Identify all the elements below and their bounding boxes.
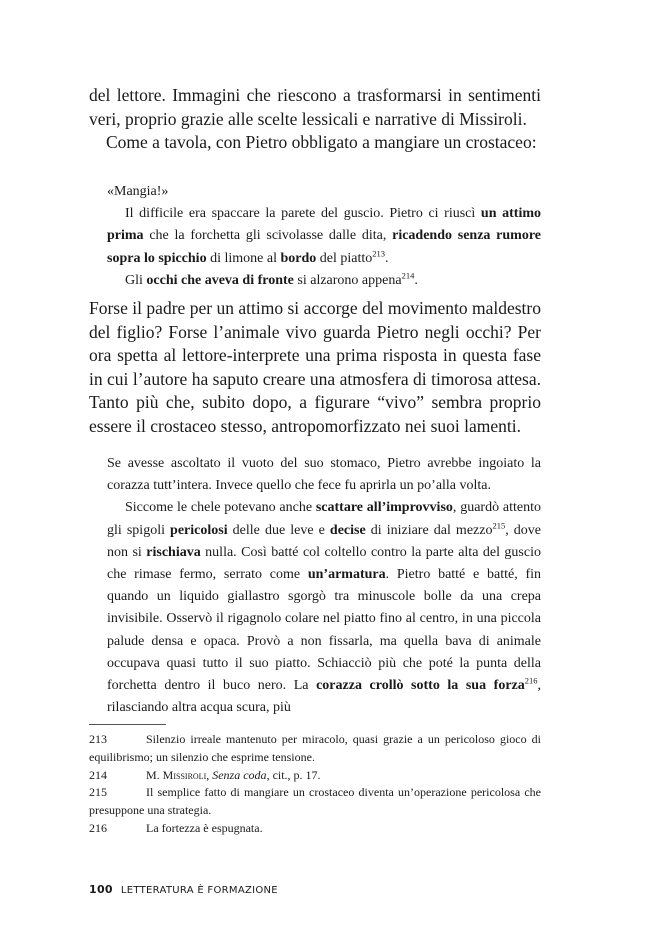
text-run: si alzarono appena	[293, 272, 402, 288]
quote1-line-mangia: «Mangia!»	[107, 184, 169, 199]
footnote-number: 214	[89, 767, 107, 782]
text-run: , guardò attento gli spigoli	[107, 500, 541, 538]
lead-paragraph	[89, 84, 541, 155]
footnote-number: 213	[89, 732, 107, 746]
text-run: .	[385, 250, 389, 266]
text-run: . Pietro batté e batté, fin quando un liquido giallastro sgorgò tra minuscole bolle da una crepa invisibile. Osservò il rigagnolo colare nel piatto fino al centro, in una piccola palude densa e opaca. Provò a non fissarla, ma quella bava di animale occupava quasi tutto il suo piatto. Schiacciò più che poté la punta della forchetta dentro il buco nero. La	[107, 567, 541, 694]
footnote-ref-215[interactable]: 215	[492, 519, 506, 530]
footnote-ref-213[interactable]: 213	[372, 247, 386, 258]
text-run: Siccome le chele potevano anche	[125, 500, 316, 516]
footnote-title: Senza coda	[212, 767, 267, 782]
footnote-separator	[89, 724, 166, 725]
footnote-number: 216	[89, 820, 107, 835]
footnote-ref-216[interactable]: 216	[524, 675, 538, 686]
footnote-213	[89, 731, 541, 767]
text-run: .	[414, 272, 418, 288]
footnote-text: Silenzio irreale mantenuto per miracolo, quasi grazie a un pericoloso gioco di equilibrismo; un silenzio che esprime tensione.	[89, 732, 541, 764]
footnote-number: 215	[89, 785, 107, 800]
footnote-author: M. Missiroli,	[146, 767, 213, 782]
bold-run: scattare all’improvviso	[315, 500, 453, 516]
bold-run: bordo	[280, 250, 317, 266]
text-run: , dove non si	[107, 522, 542, 560]
block-quote-2	[107, 453, 541, 719]
bold-run: un attimo prima	[107, 206, 542, 244]
bold-run: ricadendo senza rumore sopra lo spicchio	[107, 228, 542, 266]
lead-intro-line: Come a tavola, con Pietro obbligato a mangiare un crostaceo:	[106, 132, 537, 152]
quote2-paragraph-1: Se avesse ascoltato il vuoto del suo stomaco, Pietro avrebbe ingoiato la corazza tutt’intera. Invece quello che fece fu aprirla un po’alla volta.	[107, 456, 541, 494]
footnote-216	[89, 820, 541, 838]
footnote-text: Il semplice fatto di mangiare un crostaceo diventa un’operazione pericolosa che presuppone una strategia.	[89, 785, 541, 818]
quote1-paragraph	[107, 203, 541, 270]
quote1-paragraph-2	[107, 270, 541, 292]
page-number: 100	[89, 883, 113, 896]
bold-run: corazza crollò sotto la sua forza	[316, 678, 525, 694]
footnote-214	[89, 767, 541, 785]
footnote-text: , cit., p. 17.	[266, 767, 321, 782]
quote2-paragraph-2	[107, 497, 541, 719]
text-run: delle due leve e	[227, 522, 330, 538]
text-run: Gli	[125, 272, 147, 288]
text-run: , rilasciando altra acqua scura, più	[107, 678, 542, 716]
footnote-ref-214[interactable]: 214	[401, 270, 415, 281]
footnote-215	[89, 784, 541, 820]
bold-run: rischiava	[146, 544, 201, 560]
footnotes	[89, 731, 541, 838]
bold-run: occhi che aveva di fronte	[146, 272, 294, 288]
block-quote-1	[107, 181, 541, 292]
text-run: che la forchetta gli scivolasse dalle dita,	[143, 228, 393, 244]
text-run: di limone al	[206, 250, 281, 266]
text-run: del piatto	[316, 250, 373, 266]
footnote-text: La fortezza è espugnata.	[146, 820, 263, 835]
text-run: Il difficile era spaccare la parete del guscio. Pietro ci riuscì	[125, 206, 481, 222]
body-paragraph-text: Forse il padre per un attimo si accorge del movimento maldestro del figlio? Forse l’animale vivo guarda Pietro negli occhi? Per ora spetta al lettore-interprete una prima risposta in questa fase in cui l’autore ha saputo creare una atmosfera di timorosa attesa. Tanto più che, subito dopo, a figurare “vivo” sembra proprio essere il crostaceo stesso, antropomorfizzato nei suoi lamenti.	[89, 298, 541, 436]
page-footer	[89, 883, 278, 896]
bold-run: un’armatura	[307, 567, 386, 583]
text-run: nulla. Così batté col coltello contro la parte alta del guscio che rimase fermo, serrato come	[107, 544, 541, 583]
body-paragraph	[89, 297, 541, 438]
lead-text: del lettore. Immagini che riescono a trasformarsi in sentimenti veri, proprio grazie alle scelte lessicali e narrative di Missiroli.	[89, 85, 541, 129]
text-run: di iniziare dal mezzo	[365, 522, 493, 538]
bold-run: pericolosi	[170, 522, 228, 538]
running-title: LETTERATURA È FORMAZIONE	[120, 885, 278, 896]
bold-run: decise	[329, 522, 366, 538]
